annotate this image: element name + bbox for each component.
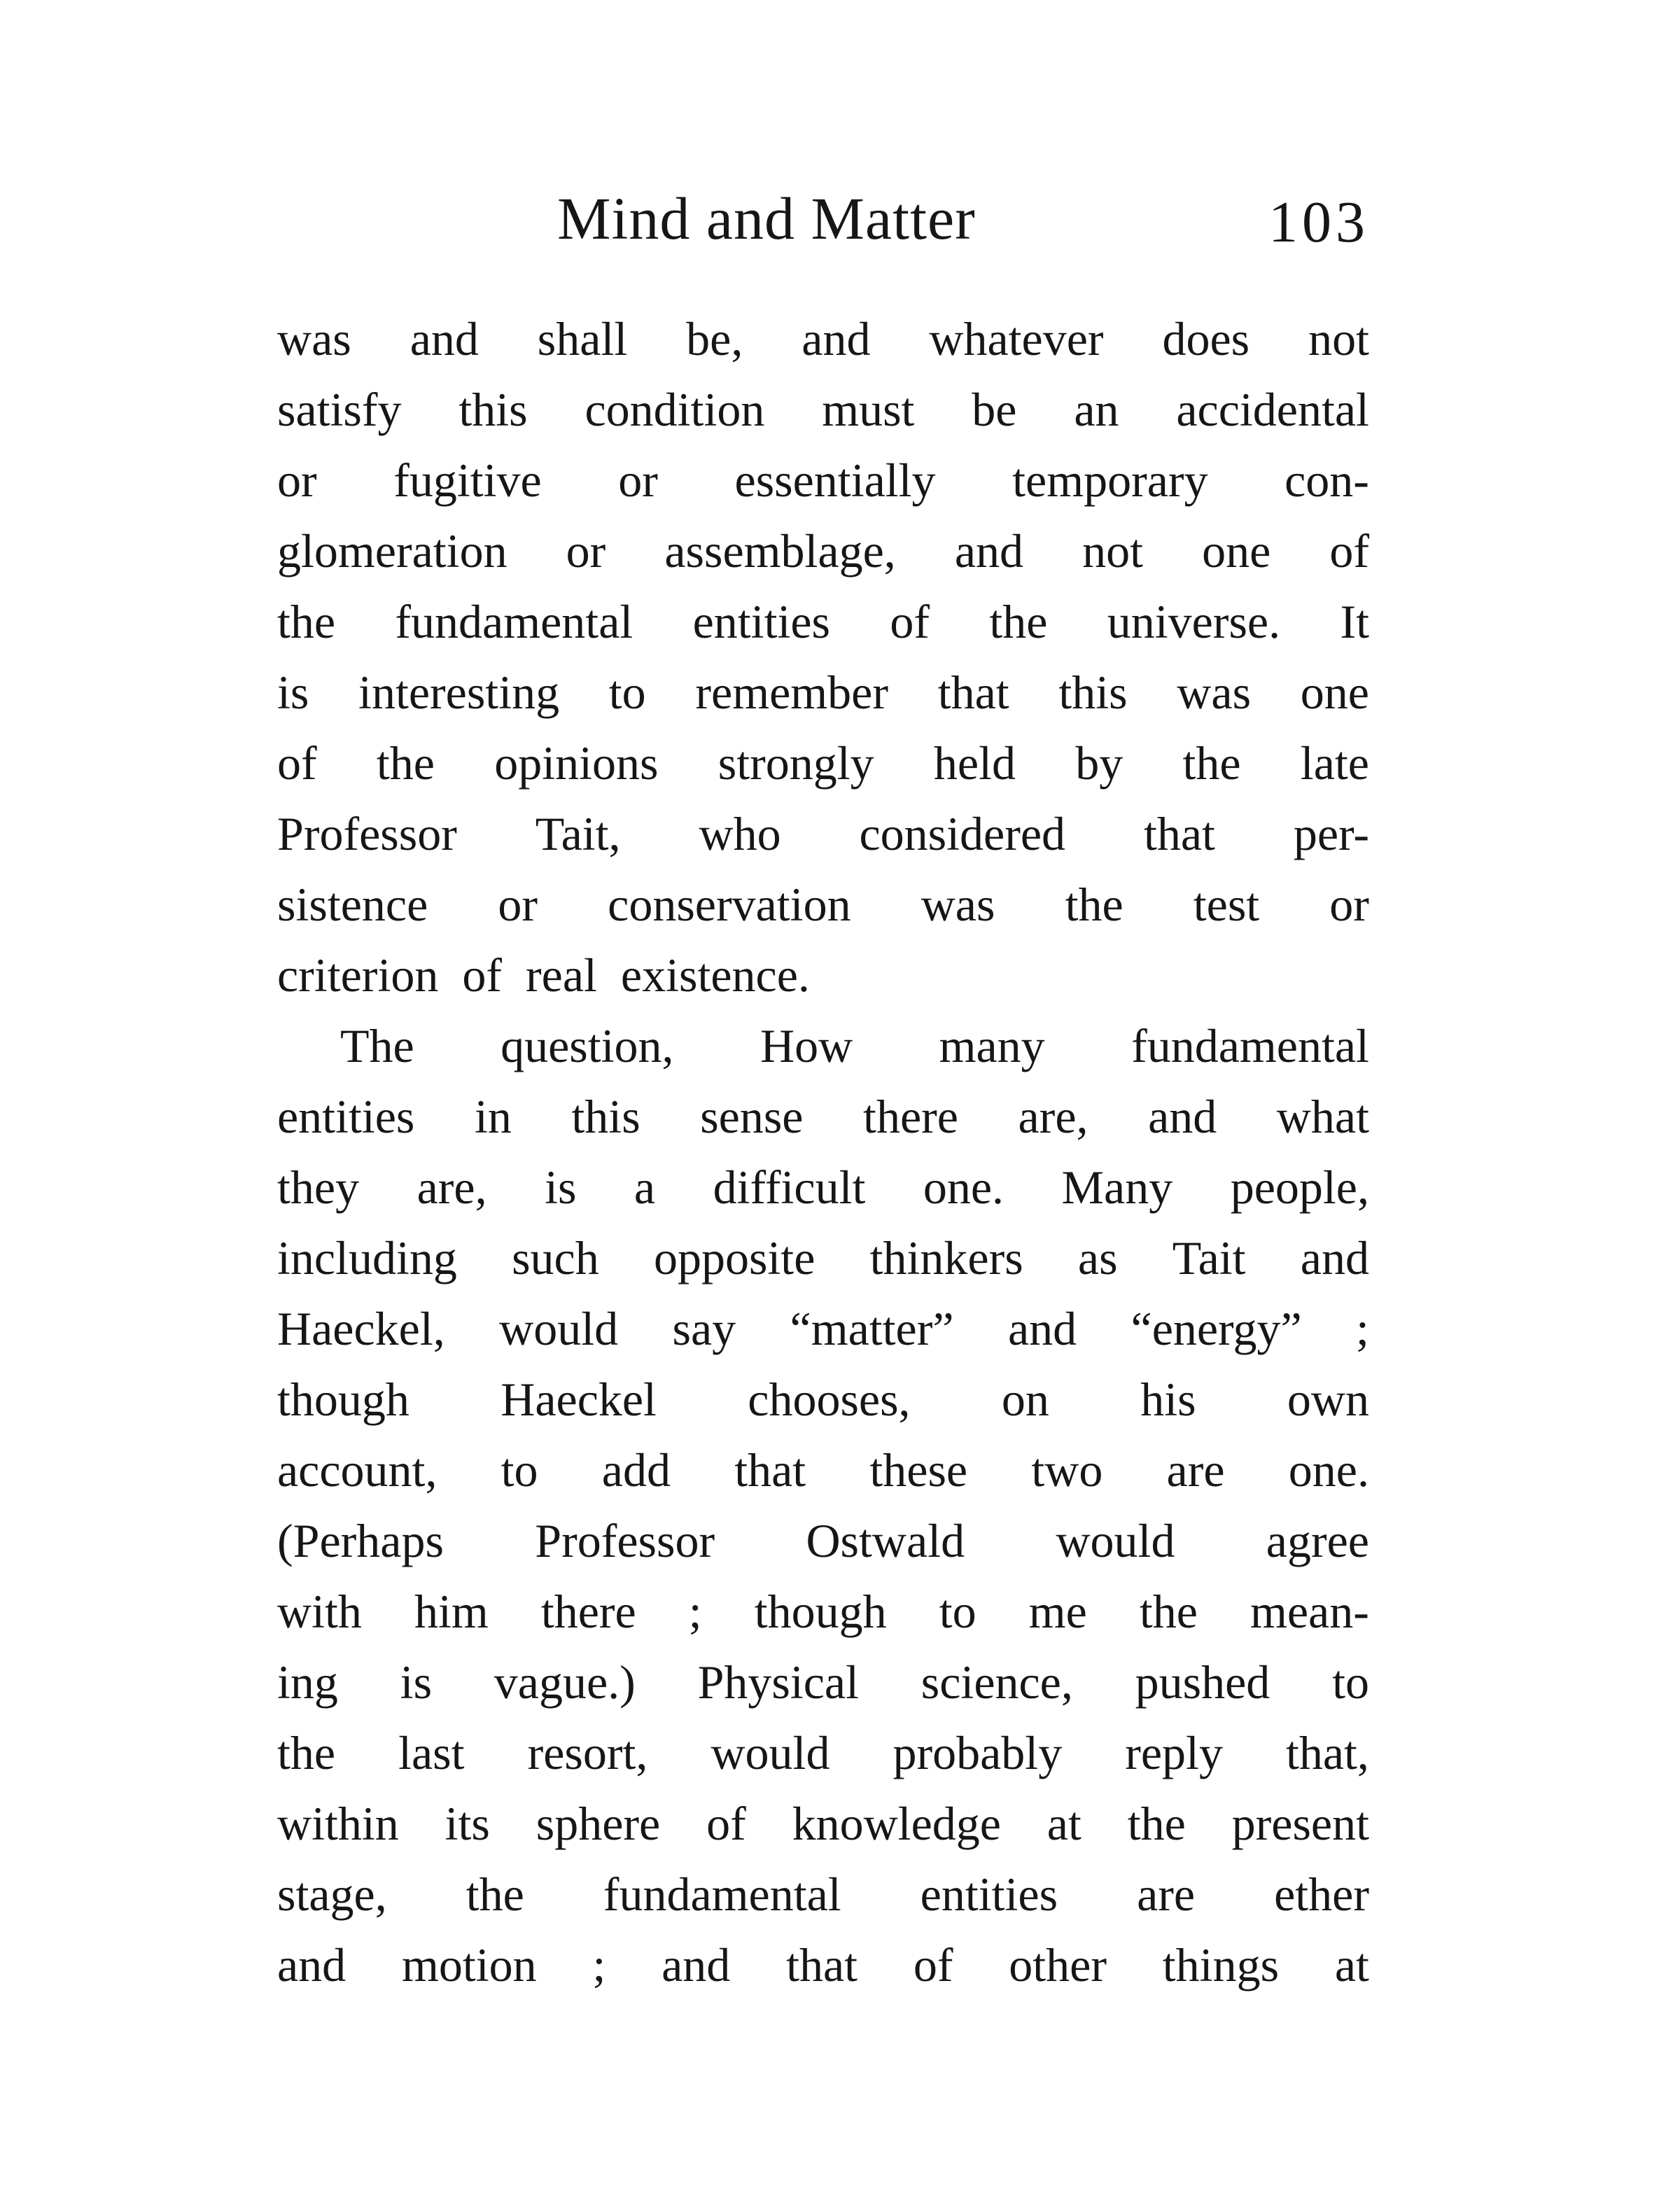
word: remember [695, 666, 888, 719]
word: science, [920, 1656, 1073, 1709]
word: what [1276, 1090, 1369, 1143]
text-line [277, 445, 1369, 516]
word: or [618, 454, 658, 507]
word: and [662, 1938, 731, 1991]
italic-word: be [686, 312, 732, 365]
word: are [1137, 1868, 1196, 1921]
word: strongly [718, 736, 874, 790]
word: including [277, 1231, 457, 1284]
text-line [277, 516, 1369, 587]
word: there [540, 1585, 636, 1638]
word: difficult [713, 1161, 866, 1214]
word: one. [1288, 1443, 1369, 1497]
word: not [1082, 524, 1144, 578]
text-line [277, 1788, 1369, 1859]
word: last [398, 1726, 465, 1779]
word: there [863, 1090, 958, 1143]
word: was [1177, 666, 1252, 719]
word: present [1231, 1797, 1369, 1850]
word: or [277, 454, 317, 507]
word: of [913, 1938, 953, 1991]
word: say [672, 1302, 736, 1355]
word: that [1143, 807, 1215, 860]
text-line [277, 1294, 1369, 1364]
word: Haeckel, [277, 1302, 445, 1355]
word: two [1031, 1443, 1103, 1497]
word: such [512, 1231, 599, 1284]
word: or [1329, 878, 1369, 931]
word: existence. [620, 948, 810, 1002]
word: by [1075, 736, 1124, 790]
word: at [1046, 1797, 1082, 1850]
word: the [376, 736, 435, 790]
word: a [634, 1161, 656, 1214]
word: to [939, 1585, 976, 1638]
word: entities [692, 595, 831, 648]
word: Many [1061, 1161, 1173, 1214]
word: real [526, 948, 597, 1002]
word: other [1009, 1938, 1107, 1991]
word: criterion [277, 948, 439, 1002]
word: and [802, 312, 871, 365]
word: these [869, 1443, 968, 1497]
word: Ostwald [806, 1514, 965, 1567]
word: sense [700, 1090, 804, 1143]
word: would [1056, 1514, 1175, 1567]
word: is [545, 1161, 577, 1214]
body-text [277, 304, 1369, 2001]
word: knowledge [792, 1797, 1001, 1850]
word: “energy” [1130, 1302, 1302, 1355]
word: per- [1293, 807, 1369, 860]
word: interesting [358, 666, 560, 719]
word: How [760, 1019, 853, 1072]
text-line [277, 374, 1369, 445]
word: and [410, 312, 479, 365]
word: ing [277, 1656, 338, 1709]
word: accidental [1176, 383, 1369, 436]
word: this [458, 383, 528, 436]
word: one [1202, 524, 1271, 578]
word: would [499, 1302, 619, 1355]
italic-word: shall [537, 312, 628, 365]
word: with [277, 1585, 362, 1638]
word: The [340, 1019, 414, 1072]
text-line [277, 1435, 1369, 1506]
word: his [1140, 1373, 1196, 1426]
word: essentially [734, 454, 936, 507]
word: the [1065, 878, 1124, 931]
word: ; [592, 1938, 606, 1991]
word [538, 304, 627, 374]
word: on [1001, 1373, 1049, 1426]
word: in [474, 1090, 512, 1143]
word: opinions [494, 736, 659, 790]
page-number: 103 [1268, 190, 1369, 255]
word: stage, [277, 1868, 387, 1921]
word: the [1139, 1585, 1198, 1638]
word: the [465, 1868, 524, 1921]
word [686, 304, 743, 374]
word: glomeration [277, 524, 507, 578]
word: of [706, 1797, 746, 1850]
text-line [277, 940, 1369, 1011]
word: the [277, 595, 336, 648]
word: entities [277, 1090, 415, 1143]
word: conservation [608, 878, 851, 931]
word: fundamental [1131, 1019, 1369, 1072]
word: temporary [1012, 454, 1208, 507]
word: the [277, 1726, 336, 1779]
text-line [277, 728, 1369, 799]
word: (Perhaps [277, 1514, 444, 1567]
word: the [989, 595, 1048, 648]
word: who [699, 807, 781, 860]
word: Tait, [535, 807, 621, 860]
word: reply [1125, 1726, 1223, 1779]
word: people, [1230, 1161, 1369, 1214]
word: condition [584, 383, 765, 436]
word: does [1162, 312, 1250, 365]
word: and [1300, 1231, 1369, 1284]
word: this [1058, 666, 1128, 719]
italic-word: ether [1274, 1868, 1369, 1921]
word: things [1162, 1938, 1280, 1991]
italic-word: was [277, 312, 351, 365]
word: they [277, 1161, 360, 1214]
italic-word: motion [401, 1938, 537, 1991]
text-line [277, 1930, 1369, 2001]
word: is [277, 666, 309, 719]
text-line [277, 1223, 1369, 1294]
punctuation: , [731, 312, 743, 365]
word: that [937, 666, 1009, 719]
word: add [601, 1443, 671, 1497]
text-line [277, 657, 1369, 728]
text-line [277, 304, 1369, 374]
word: held [933, 736, 1016, 790]
word: considered [859, 807, 1066, 860]
text-line [277, 1152, 1369, 1223]
word: agree [1266, 1514, 1369, 1567]
word: must [822, 383, 915, 436]
word: are, [1018, 1090, 1088, 1143]
word: Professor [535, 1514, 715, 1567]
word: chooses, [748, 1373, 911, 1426]
word: Professor [277, 807, 457, 860]
running-head [557, 183, 1369, 267]
text-line [277, 799, 1369, 869]
word: or [498, 878, 538, 931]
word: of [890, 595, 930, 648]
word: resort, [527, 1726, 648, 1779]
text-line [277, 1859, 1369, 1930]
word: satisfy [277, 383, 402, 436]
word: question, [500, 1019, 674, 1072]
text-line [277, 1506, 1369, 1576]
word: mean- [1250, 1585, 1369, 1638]
word: is [400, 1656, 433, 1709]
word: probably [892, 1726, 1063, 1779]
word: are, [416, 1161, 487, 1214]
word: of [1329, 524, 1369, 578]
word: to [608, 666, 646, 719]
text-line [277, 587, 1369, 657]
word: ; [1356, 1302, 1369, 1355]
word: fugitive [393, 454, 542, 507]
word: Physical [697, 1656, 860, 1709]
word: of [462, 948, 502, 1002]
word: and [954, 524, 1024, 578]
text-line [277, 1082, 1369, 1152]
word: fundamental [395, 595, 634, 648]
word: its [444, 1797, 490, 1850]
word: or [566, 524, 606, 578]
word: entities [920, 1868, 1058, 1921]
word: of [277, 736, 317, 790]
word: universe. [1107, 595, 1281, 648]
word: Tait [1172, 1231, 1246, 1284]
word: con- [1284, 454, 1369, 507]
word [277, 304, 351, 374]
word: was [920, 878, 995, 931]
word: though [754, 1585, 887, 1638]
word: “matter” [790, 1302, 954, 1355]
word: as [1077, 1231, 1118, 1284]
text-line [277, 1718, 1369, 1788]
word: at [1334, 1938, 1369, 1991]
word: that, [1285, 1726, 1369, 1779]
word: to [500, 1443, 538, 1497]
word: not [1308, 312, 1369, 365]
word: me [1028, 1585, 1087, 1638]
word: vague.) [493, 1656, 636, 1709]
word: and [277, 1938, 346, 1991]
word: within [277, 1797, 399, 1850]
word: are [1166, 1443, 1225, 1497]
word: own [1287, 1373, 1369, 1426]
word: would [710, 1726, 830, 1779]
word: though [277, 1373, 410, 1426]
word: and [1148, 1090, 1217, 1143]
word: ; [688, 1585, 702, 1638]
word: many [939, 1019, 1045, 1072]
word: to [1332, 1656, 1369, 1709]
word: whatever [929, 312, 1104, 365]
word: the [1182, 736, 1241, 790]
word: one. [923, 1161, 1004, 1214]
text-line [277, 869, 1369, 940]
text-line [277, 1647, 1369, 1718]
word: that [786, 1938, 858, 1991]
word: It [1340, 595, 1369, 648]
word: pushed [1135, 1656, 1270, 1709]
word: sistence [277, 878, 428, 931]
word [1274, 1859, 1369, 1930]
running-title: Mind and Matter [557, 185, 976, 252]
word: an [1074, 383, 1119, 436]
text-line [277, 1576, 1369, 1647]
word: late [1300, 736, 1369, 790]
word: this [571, 1090, 640, 1143]
word: opposite [653, 1231, 816, 1284]
word: that [734, 1443, 806, 1497]
word: test [1193, 878, 1260, 931]
text-line [277, 1364, 1369, 1435]
word: the [1127, 1797, 1186, 1850]
word: assemblage, [664, 524, 896, 578]
word: fundamental [603, 1868, 841, 1921]
word: sphere [536, 1797, 661, 1850]
word: account, [277, 1443, 438, 1497]
word: be [972, 383, 1017, 436]
word [402, 1930, 537, 2001]
word: and [1007, 1302, 1077, 1355]
text-line [277, 1011, 1369, 1082]
word: thinkers [869, 1231, 1023, 1284]
word: him [414, 1585, 489, 1638]
word: one [1300, 666, 1369, 719]
word: Haeckel [500, 1373, 657, 1426]
